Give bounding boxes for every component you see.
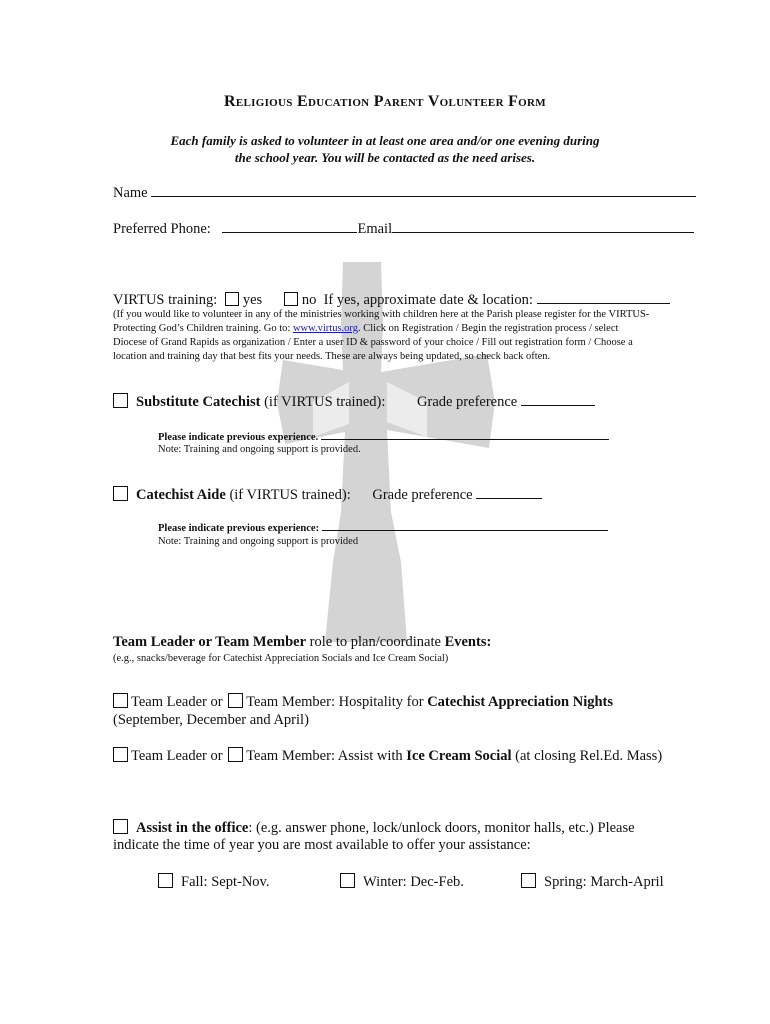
virtus-note-line-2 [113, 322, 649, 336]
substitute-experience-row [158, 430, 609, 443]
appreciation-leader-label: Team Leader or [131, 694, 223, 710]
substitute-note: Note: Training and ongoing support is provided. [158, 444, 361, 455]
office-desc-2: indicate the time of year you are most available to offer your assistance: [113, 837, 531, 853]
appreciation-member-label: Team Member: Hospitality for [246, 694, 428, 710]
email-field[interactable] [392, 220, 694, 233]
intro-line-1: Each family is asked to volunteer in at least one area and/or one evening during [170, 133, 600, 148]
virtus-note-line-4: location and training day that best fits your needs. These are always being updated, so check back often. [113, 351, 551, 362]
substitute-row [113, 393, 595, 411]
virtus-label: VIRTUS training: [113, 292, 218, 308]
spring-checkbox[interactable] [521, 873, 536, 888]
name-label: Name [113, 185, 148, 201]
substitute-qualifier: (if VIRTUS trained): [260, 394, 386, 410]
office-row [113, 819, 635, 837]
name-field[interactable] [151, 184, 696, 197]
aide-grade-field[interactable] [476, 486, 542, 499]
events-heading-roles: Team Leader or Team Member [113, 634, 307, 650]
virtus-no-label: no [301, 292, 317, 308]
icecream-row [113, 747, 662, 765]
icecream-label: Ice Cream Social [406, 748, 512, 764]
appreciation-months: (September, December and April) [113, 712, 309, 728]
substitute-experience-label: Please indicate previous experience. [158, 432, 319, 443]
icecream-member-label: Team Member: Assist with [246, 748, 407, 764]
events-heading-events: Events: [444, 634, 492, 650]
icecream-leader-checkbox[interactable] [113, 747, 128, 762]
office-desc-1: : (e.g. answer phone, lock/unlock doors, monitor halls, etc.) Please [248, 820, 635, 836]
substitute-role: Substitute Catechist [136, 394, 261, 410]
virtus-row [113, 291, 670, 309]
intro-line-2: the school year. You will be contacted as the need arises. [234, 150, 536, 165]
virtus-note-line-1: (If you would like to volunteer in any of the ministries working with children here at the Parish please register for the VIRTUS- [113, 309, 650, 320]
winter-checkbox[interactable] [340, 873, 355, 888]
aide-experience-row [158, 521, 608, 534]
winter-label: Winter: Dec-Feb. [363, 874, 464, 890]
virtus-note-line-2b: . Click on Registration / Begin the registration process / select [358, 323, 619, 334]
substitute-grade-label: Grade preference [417, 394, 518, 410]
appreciation-label: Catechist Appreciation Nights [427, 694, 614, 710]
appreciation-row [113, 693, 613, 711]
office-label: Assist in the office [136, 820, 249, 836]
aide-experience-field[interactable] [322, 521, 608, 531]
aide-checkbox[interactable] [113, 486, 128, 501]
phone-email-row [113, 220, 694, 238]
aide-note: Note: Training and ongoing support is provided [158, 536, 359, 547]
icecream-leader-label: Team Leader or [131, 748, 223, 764]
virtus-link[interactable]: www.virtus.org [292, 323, 358, 334]
virtus-date-field[interactable] [537, 291, 670, 304]
substitute-experience-field[interactable] [321, 430, 609, 440]
aide-row [113, 486, 542, 504]
office-spring [521, 873, 664, 891]
virtus-note [113, 308, 649, 364]
aide-experience-label: Please indicate previous experience: [158, 523, 320, 534]
virtus-note-line-2a: Protecting God’s Children training. Go to: [113, 323, 293, 334]
icecream-member-checkbox[interactable] [228, 747, 243, 762]
virtus-yes-checkbox[interactable] [225, 292, 239, 306]
virtus-if-yes-label: If yes, approximate date & location: [323, 292, 533, 308]
substitute-checkbox[interactable] [113, 393, 128, 408]
aide-grade-label: Grade preference [372, 487, 473, 503]
events-heading [113, 634, 491, 651]
aide-qualifier: (if VIRTUS trained): [225, 487, 351, 503]
office-fall [158, 873, 269, 891]
email-label: Email [357, 221, 393, 237]
events-heading-mid: role to plan/coordinate [306, 634, 445, 650]
phone-label: Preferred Phone: [113, 221, 211, 237]
appreciation-leader-checkbox[interactable] [113, 693, 128, 708]
fall-label: Fall: Sept-Nov. [181, 874, 270, 890]
fall-checkbox[interactable] [158, 873, 173, 888]
aide-role: Catechist Aide [136, 487, 226, 503]
office-winter [340, 873, 464, 891]
office-checkbox[interactable] [113, 819, 128, 834]
spring-label: Spring: March-April [544, 874, 664, 890]
icecream-closing: (at closing Rel.Ed. Mass) [511, 748, 663, 764]
substitute-grade-field[interactable] [521, 393, 595, 406]
virtus-no-checkbox[interactable] [284, 292, 298, 306]
name-row [113, 184, 696, 202]
phone-field[interactable] [222, 220, 357, 233]
events-example: (e.g., snacks/beverage for Catechist Appreciation Socials and Ice Cream Social) [113, 653, 449, 664]
virtus-yes-label: yes [242, 292, 263, 308]
appreciation-member-checkbox[interactable] [228, 693, 243, 708]
form-title: Religious Education Parent Volunteer Form [224, 93, 546, 110]
virtus-note-line-3: Diocese of Grand Rapids as organization / Enter a user ID & password of your choice / Fill out registration form / Choose a [113, 337, 633, 348]
